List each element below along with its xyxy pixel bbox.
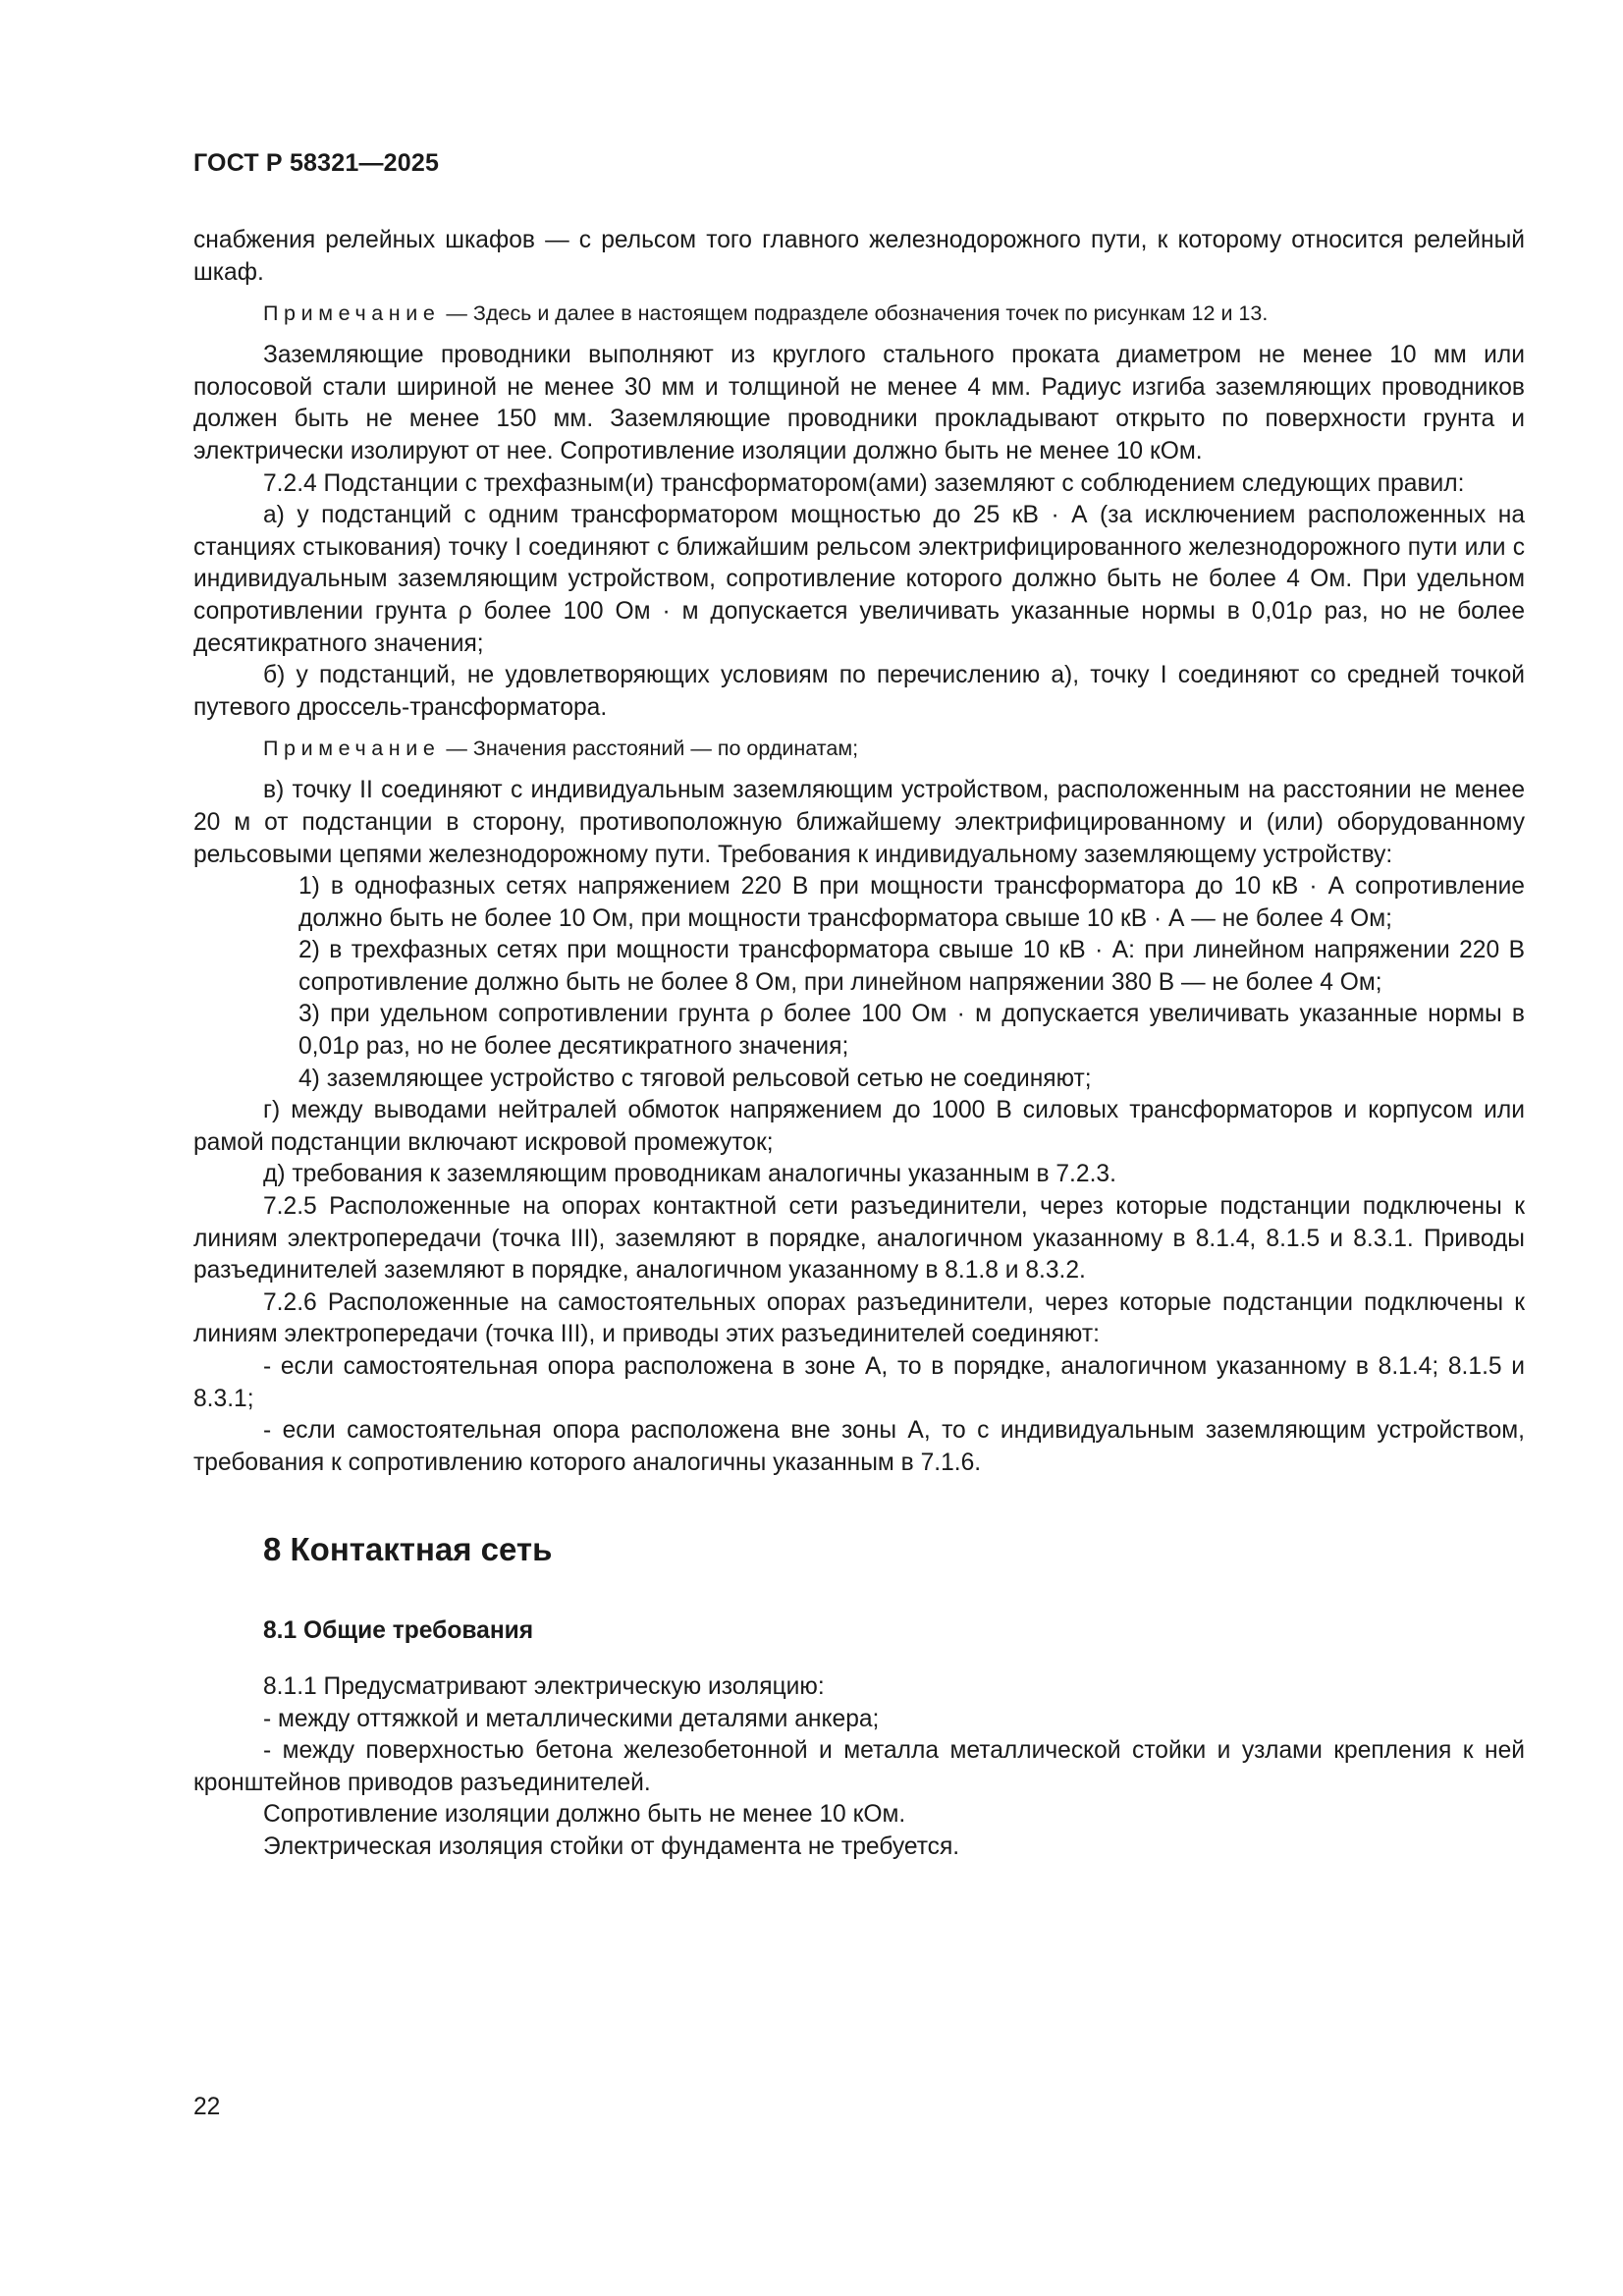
sub-item-4: 4) заземляющее устройство с тяговой рельсовой сетью не соединяют; [298,1065,1092,1092]
sub-item-2: 2) в трехфазных сетях при мощности трансформатора свыше 10 кВ · А: при линейном напряжении 220 В сопротивление должно быть не более 8 Ом, при линейном напряжении 380 В — не более 4 Ом; [298,937,1525,996]
list-item-g: г) между выводами нейтралей обмоток напряжением до 1000 В силовых трансформаторов и корпусом или рамой подстанции включают искровой промежуток; [193,1097,1525,1156]
paragraph-foundation-insulation: Электрическая изоляция стойки от фундамента не требуется. [263,1832,960,1860]
dash-item-zone-a: - если самостоятельная опора расположена в зоне А, то в порядке, аналогичном указанному в 8.1.4; 8.1.5 и 8.3.1; [193,1353,1525,1412]
page-number: 22 [193,2094,221,2120]
note-text: — Значения расстояний — по ординатам; [440,737,859,761]
note-text: — Здесь и далее в настоящем подразделе обозначения точек по рисункам 12 и 13. [440,301,1269,326]
list-item-a: а) у подстанций с одним трансформатором мощностью до 25 кВ · А (за исключением расположенных на станциях стыкования) точку I соединяют с ближайшим рельсом электрифицированного железнодорожного пути или с индивидуальным заземляющим устройством, сопротивление которого должно быть не более 4 Ом. При удельном сопротивлении грунта ρ более 100 Ом · м допускается увеличивать указанные нормы в 0,01ρ раз, но не более десятикратного значения; [193,502,1525,657]
note-1 [193,299,1525,328]
document-code-header: ГОСТ Р 58321—2025 [193,149,440,177]
note-label: Примечание [263,301,441,326]
clause-7-2-6: 7.2.6 Расположенные на самостоятельных опорах разъединители, через которые подстанции подключены к линиям электропередачи (точка III), и приводы этих разъединителей соединяют: [193,1288,1525,1348]
subsection-heading: 8.1 Общие требования [263,1617,534,1645]
note-label: Примечание [263,737,441,761]
paragraph-grounding-conductors: Заземляющие проводники выполняют из круглого стального проката диаметром не менее 10 мм или полосовой стали шириной не менее 30 мм и толщиной не менее 4 мм. Радиус изгиба заземляющих проводников должен быть не менее 150 мм. Заземляющие проводники прокладывают открыто по поверхности грунта и электрически изолируют от нее. Сопротивление изоляции должно быть не менее 10 кОм. [193,342,1525,465]
list-item-v: в) точку II соединяют с индивидуальным заземляющим устройством, расположенным на расстоянии не менее 20 м от подстанции в сторону, противоположную ближайшему электрифицированному и (или) оборудованному рельсовыми цепями железнодорожному пути. Требования к индивидуальному заземляющему устройству: [193,777,1525,868]
paragraph-continuation: снабжения релейных шкафов — с рельсом того главного железнодорожного пути, к которому относится релейный шкаф. [193,227,1525,286]
paragraph-insulation-resistance: Сопротивление изоляции должно быть не менее 10 кОм. [263,1801,906,1829]
dash-item-guy-anchor: - между оттяжкой и металлическими деталями анкера; [263,1705,880,1732]
sub-item-3: 3) при удельном сопротивлении грунта ρ более 100 Ом · м допускается увеличивать указанные нормы в 0,01ρ раз, но не более десятикратного значения; [298,1001,1525,1061]
dash-item-concrete-metal: - между поверхностью бетона железобетонной и металла металлической стойки и узлами крепления к ней кронштейнов приводов разъединителей. [193,1737,1525,1796]
document-body [193,225,1525,1864]
section-heading: 8 Контактная сеть [263,1531,553,1568]
list-item-d: д) требования к заземляющим проводникам аналогичны указанным в 7.2.3. [263,1161,1116,1188]
sub-item-1: 1) в однофазных сетях напряжением 220 В при мощности трансформатора до 10 кВ · А сопротивление должно быть не более 10 Ом, при мощности трансформатора свыше 10 кВ · А — не более 4 Ом; [298,873,1525,932]
clause-7-2-5: 7.2.5 Расположенные на опорах контактной сети разъединители, через которые подстанции подключены к линиям электропередачи (точка III), заземляют в порядке, аналогичном указанному в 8.1.4, 8.1.5 и 8.3.1. Приводы разъединителей заземляют в порядке, аналогичном указанному в 8.1.8 и 8.3.2. [193,1193,1525,1285]
clause-8-1-1: 8.1.1 Предусматривают электрическую изоляцию: [263,1672,825,1700]
clause-7-2-4: 7.2.4 Подстанции с трехфазным(и) трансформатором(ами) заземляют с соблюдением следующих правил: [263,469,1465,497]
dash-item-outside-zone-a: - если самостоятельная опора расположена вне зоны А, то с индивидуальным заземляющим устройством, требования к сопротивлению которого аналогичны указанным в 7.1.6. [193,1417,1525,1476]
list-item-b: б) у подстанций, не удовлетворяющих условиям по перечислению а), точку I соединяют со средней точкой путевого дроссель-трансформатора. [193,662,1525,721]
note-2 [193,734,1525,763]
